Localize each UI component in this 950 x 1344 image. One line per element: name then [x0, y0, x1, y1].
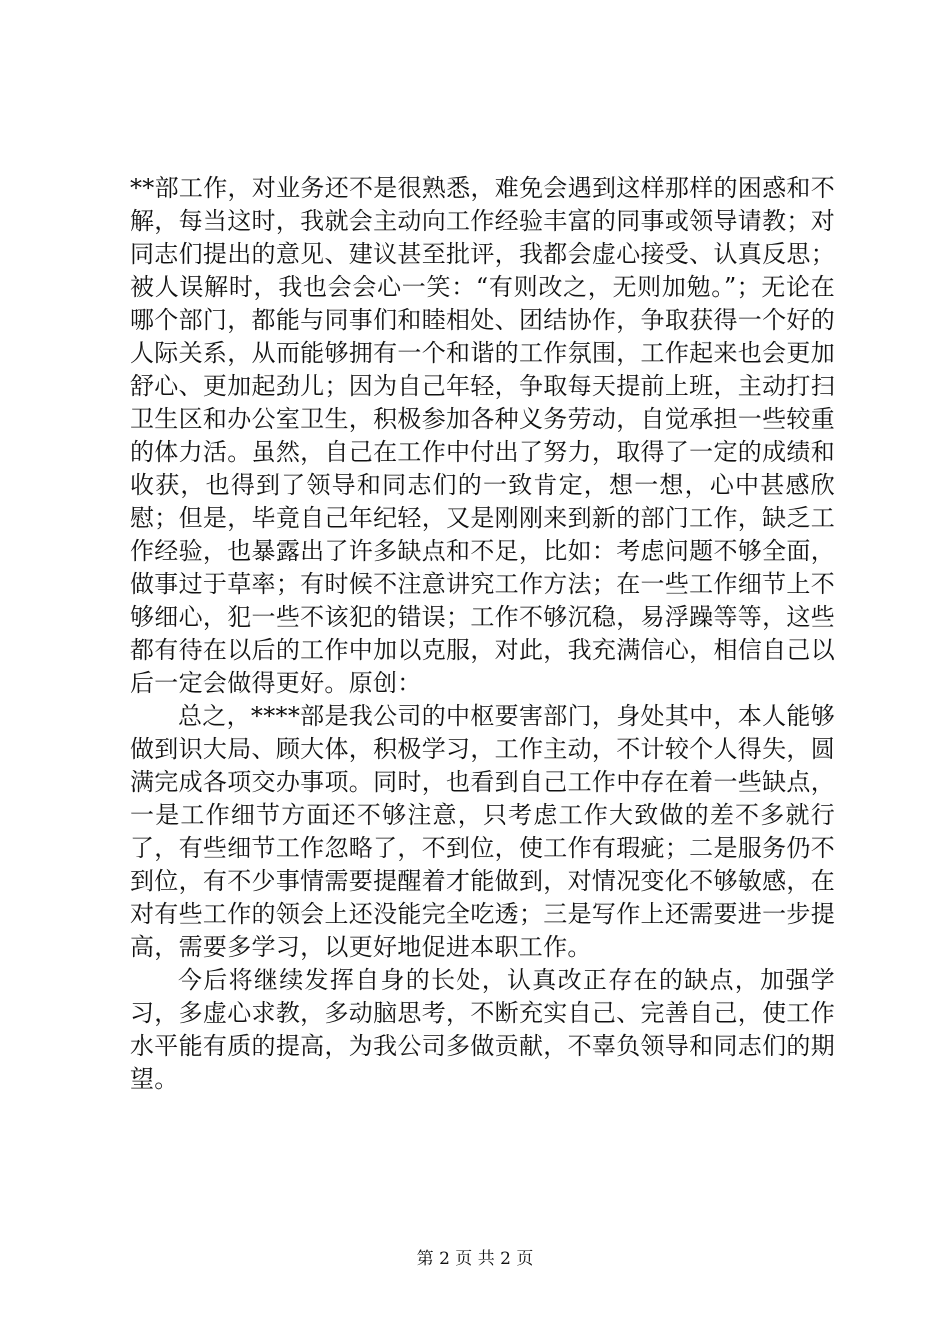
document-body [130, 172, 835, 1096]
page-footer: 第 2 页 共 2 页 [416, 1249, 534, 1269]
paragraph-continuation: **部工作，对业务还不是很熟悉，难免会遇到这样那样的困惑和不解，每当这时，我就会主动向工作经验丰富的同事或领导请教；对同志们提出的意见、建议甚至批评，我都会虚心接受、认真反思；被人误解时，我也会会心一笑：“有则改之，无则加勉。”；无论在哪个部门，都能与同事们和睦相处、团结协作，争取获得一个好的人际关系，从而能够拥有一个和谐的工作氛围，工作起来也会更加舒心、更加起劲儿；因为自己年轻，争取每天提前上班，主动打扫卫生区和办公室卫生，积极参加各种义务劳动，自觉承担一些较重的体力活。虽然，自己在工作中付出了努力，取得了一定的成绩和收获，也得到了领导和同志们的一致肯定，想一想，心中甚感欣慰；但是，毕竟自己年纪轻，又是刚刚来到新的部门工作，缺乏工作经验，也暴露出了许多缺点和不足，比如：考虑问题不够全面，做事过于草率；有时候不注意讲究工作方法；在一些工作细节上不够细心，犯一些不该犯的错误；工作不够沉稳，易浮躁等等，这些都有待在以后的工作中加以克服，对此，我充满信心，相信自己以后一定会做得更好。原创： [130, 174, 835, 697]
paragraph-outlook: 今后将继续发挥自身的长处，认真改正存在的缺点，加强学习，多虚心求教，多动脑思考，不断充实自己、完善自己，使工作水平能有质的提高，为我公司多做贡献，不辜负领导和同志们的期望。 [130, 966, 835, 1093]
paragraph-summary: 总之，****部是我公司的中枢要害部门，身处其中，本人能够做到识大局、顾大体，积极学习，工作主动，不计较个人得失，圆满完成各项交办事项。同时，也看到自己工作中存在着一些缺点，一是工作细节方面还不够注意，只考虑工作大致做的差不多就行了，有些细节工作忽略了，不到位，使工作有瑕疵；二是服务仍不到位，有不少事情需要提醒着才能做到，对情况变化不够敏感，在对有些工作的领会上还没能完全吃透；三是写作上还需要进一步提高，需要多学习，以更好地促进本职工作。 [130, 702, 835, 961]
